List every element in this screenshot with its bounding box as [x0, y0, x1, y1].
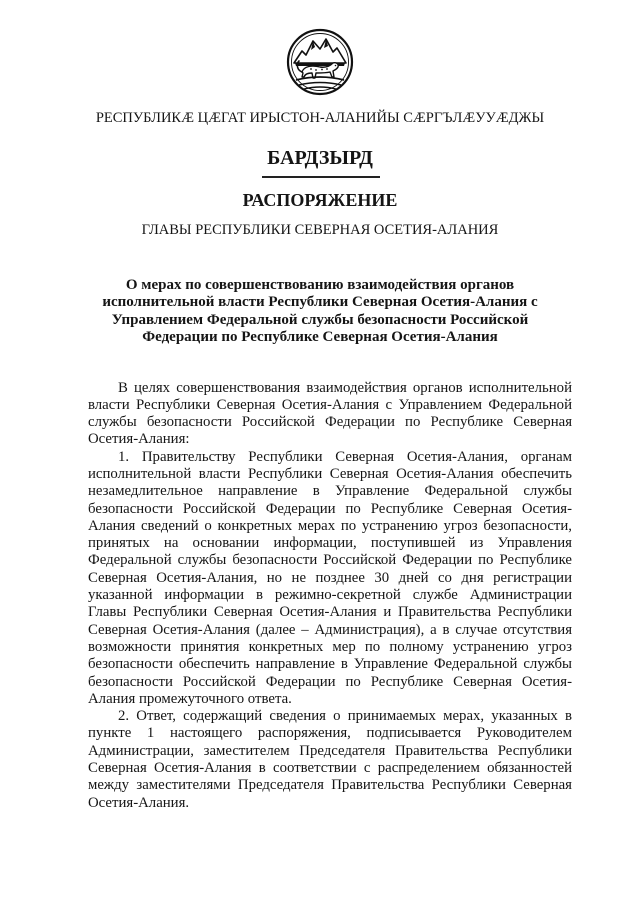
- document-issuer: ГЛАВЫ РЕСПУБЛИКИ СЕВЕРНАЯ ОСЕТИЯ-АЛАНИЯ: [141, 222, 499, 238]
- body-line: незамедлительное направление в Управление Федеральной службы: [88, 483, 572, 500]
- title-line: исполнительной власти Республики Северная Осетия-Алания с: [102, 294, 538, 311]
- body-line: указанной информации в режимно-секретной службе Администрации: [88, 587, 572, 604]
- coat-of-arms-icon: [286, 28, 354, 96]
- coat-of-arms-svg: [286, 28, 354, 96]
- body-line: В целях совершенствования взаимодействия органов исполнительной: [118, 379, 572, 396]
- body-line: возможности принятия конкретных мер по полному устранению угроз: [88, 638, 572, 655]
- body-line: Северная Осетия-Алания (далее – Администрация), а в случае отсутствия: [88, 621, 572, 638]
- title-line: Управлением Федеральной службы безопасности Российской: [111, 311, 529, 328]
- body-line: Алания промежуточного ответа.: [88, 690, 292, 707]
- document-type-russian: РАСПОРЯЖЕНИЕ: [242, 190, 398, 210]
- body-line: безопасности обеспечить направление в Управление Федеральной службы: [88, 656, 572, 673]
- body-line: службы безопасности Российской Федерации по Республике Северная: [88, 414, 572, 431]
- preamble-paragraph: [88, 380, 572, 449]
- body-line: безопасности Российской Федерации по Республике Северная Осетия-: [88, 500, 572, 517]
- document-title: [0, 277, 640, 346]
- body-line: Осетия-Алания.: [88, 794, 190, 811]
- body-line: 1. Правительству Республики Северная Осетия-Алания, органам: [118, 448, 572, 465]
- body-line: принятых на основании информации, поступившей из Управления: [88, 535, 572, 552]
- document-type-ossetian: БАРДЗЫРД: [267, 147, 373, 169]
- body-line: Северная Осетия-Алания в соответствии с распределением обязанностей: [88, 760, 572, 777]
- document-body: [88, 380, 572, 812]
- body-line: исполнительной власти Республики Северная Осетия-Алания обеспечить: [88, 465, 572, 482]
- body-line: 2. Ответ, содержащий сведения о принимаемых мерах, указанных в: [118, 708, 572, 725]
- body-line: пункте 1 настоящего распоряжения, подписывается Руководителем: [88, 725, 572, 742]
- document-type-underline: [262, 176, 380, 178]
- body-line: между заместителями Председателя Правительства Республики Северная: [88, 777, 572, 794]
- body-line: Северная Осетия-Алания, но не позднее 30 дней со дня регистрации: [88, 569, 572, 586]
- clause-2-paragraph: [88, 708, 572, 812]
- clause-1-paragraph: [88, 449, 572, 708]
- title-line: О мерах по совершенствованию взаимодействия органов: [125, 277, 515, 293]
- body-line: Главы Республики Северная Осетия-Алания и Правительства Республики: [88, 604, 572, 621]
- body-line: Администрации, заместителем Председателя Правительства Республики: [88, 742, 572, 759]
- body-line: Осетия-Алания:: [88, 431, 190, 448]
- title-line: Федерации по Республике Северная Осетия-Алания: [142, 328, 498, 345]
- body-line: безопасности Российской Федерации по Республике Северная Осетия-: [88, 673, 572, 690]
- republic-name-ossetian: РЕСПУБЛИКӔ ЦӔГАТ ИРЫСТОН-АЛАНИЙЫ СӔРГЪЛӔУУӔДЖЫ: [95, 110, 545, 126]
- body-line: Алания сведений о конкретных мерах по устранению угроз безопасности,: [88, 517, 572, 534]
- body-line: власти Республики Северная Осетия-Алания с Управлением Федеральной: [88, 396, 572, 413]
- body-line: Федеральной службы безопасности Российской Федерации по Республике: [88, 552, 572, 569]
